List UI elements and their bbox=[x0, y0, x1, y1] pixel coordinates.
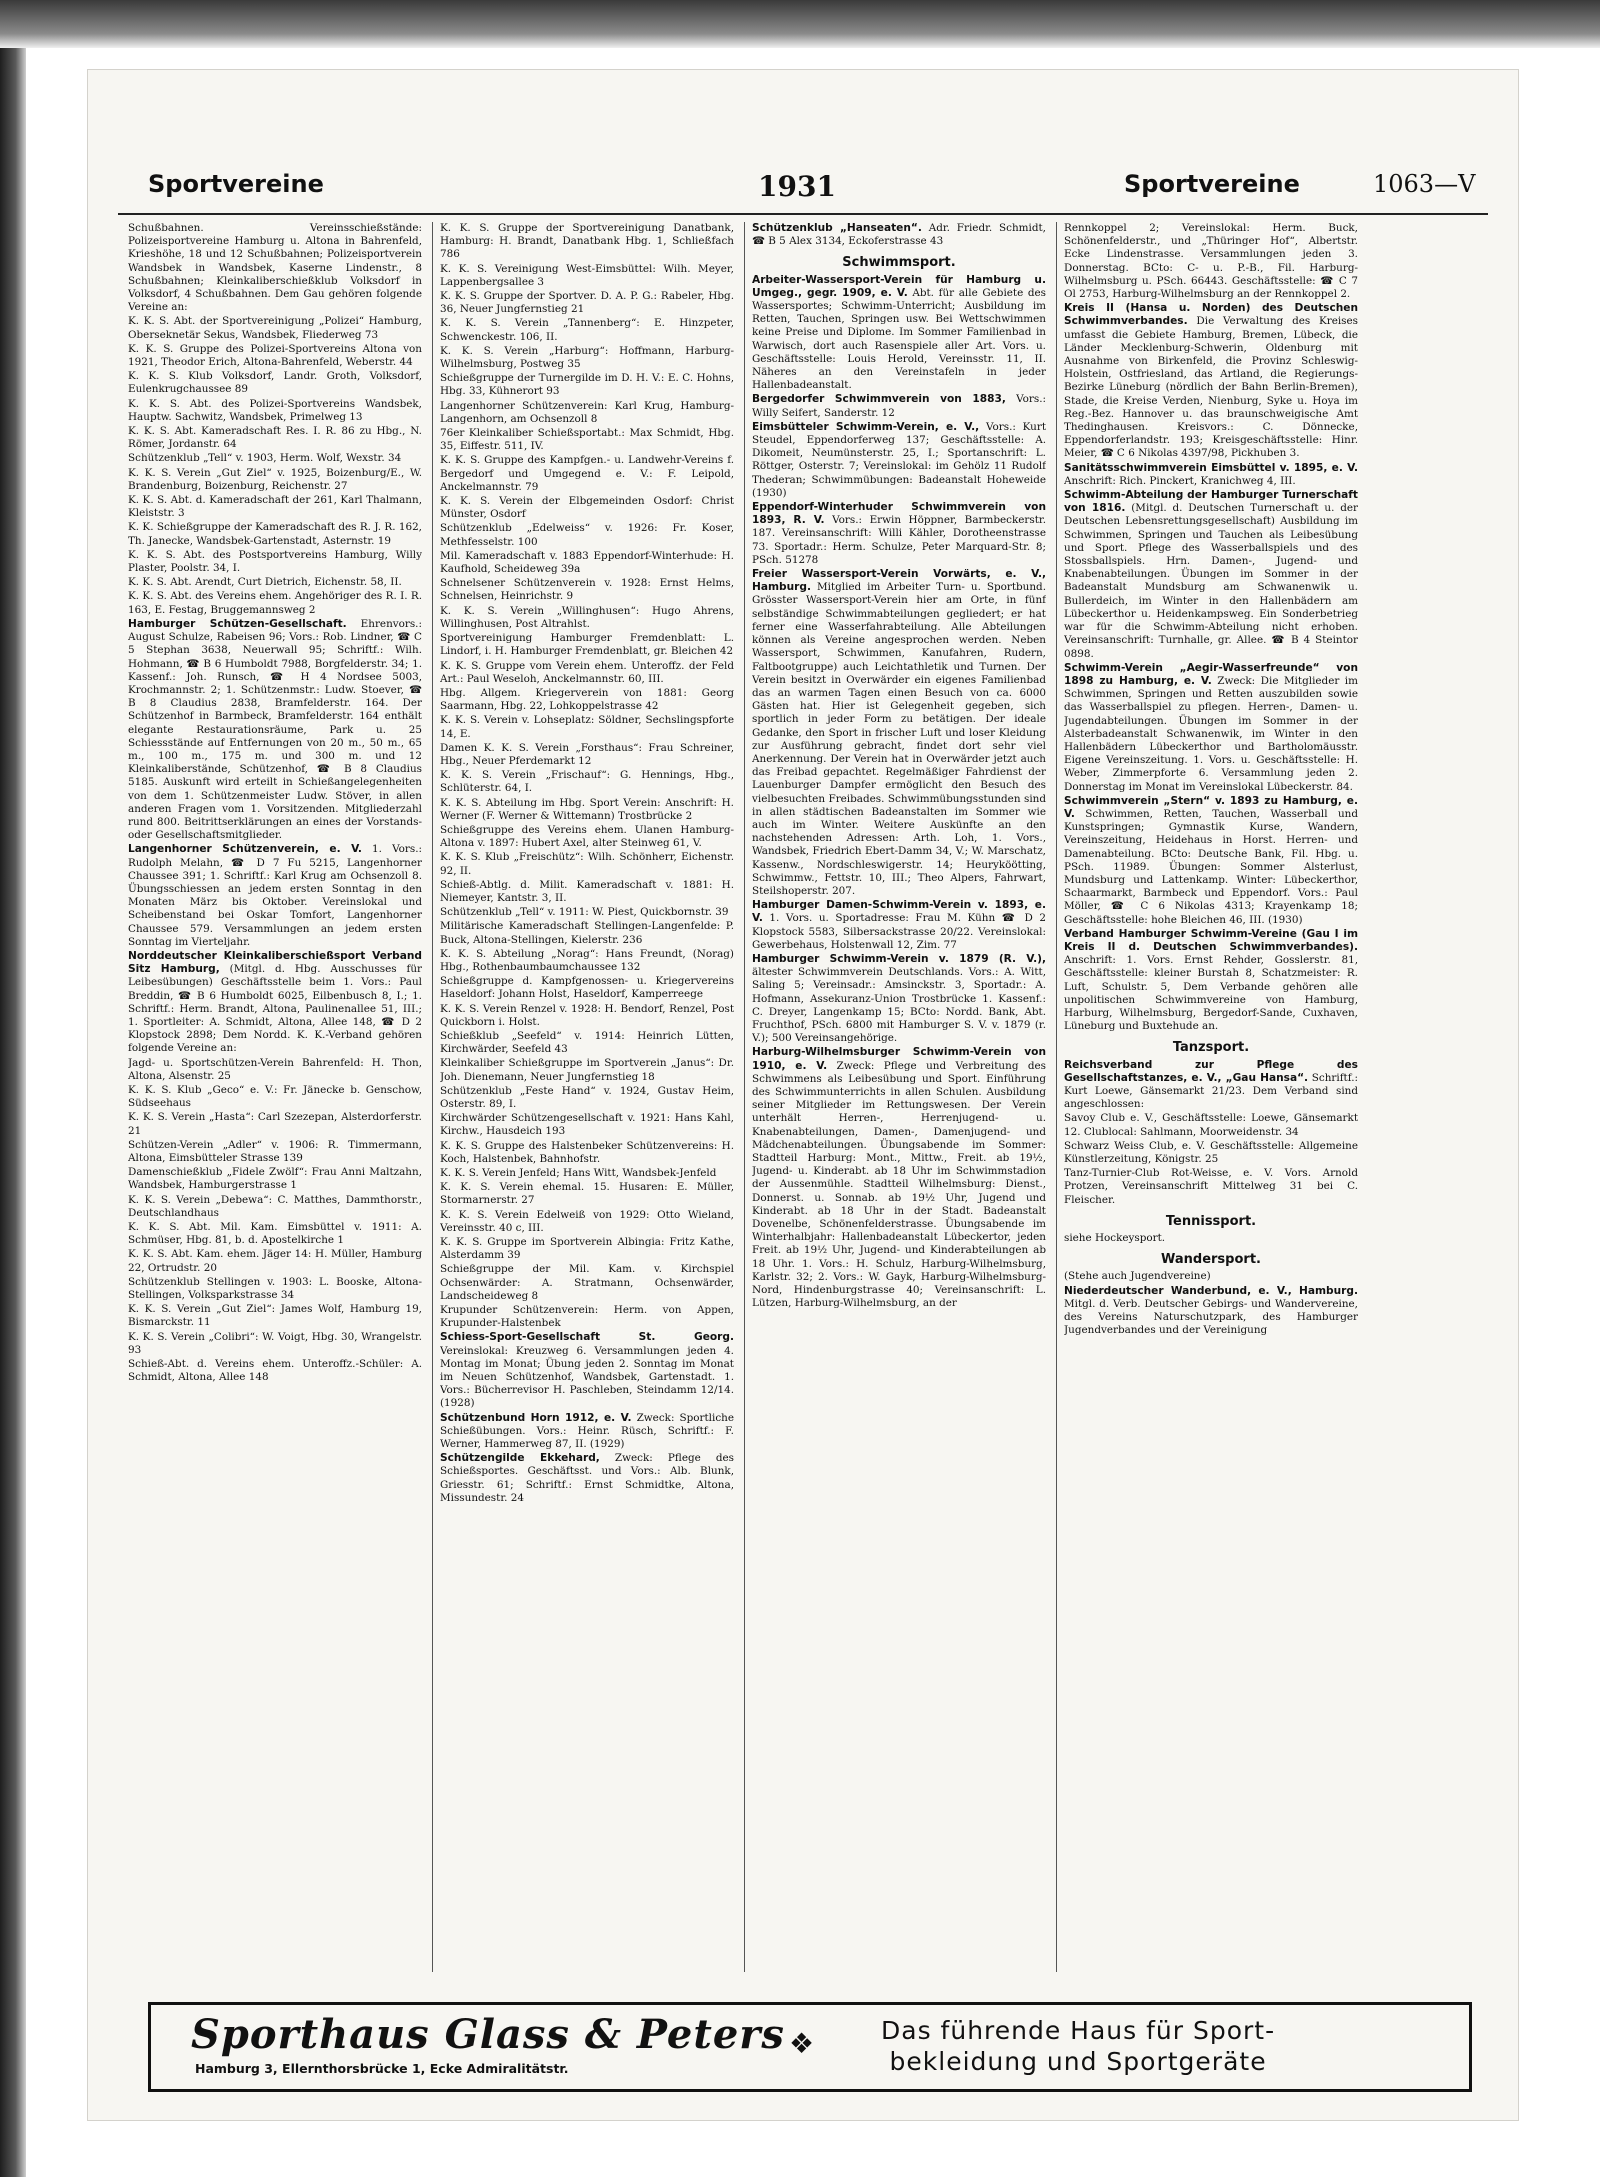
page-header bbox=[118, 170, 1488, 210]
entry-text: K. K. S. Verein „Colibri“: W. Voigt, Hbg. 30, Wrangelstr. 93 bbox=[128, 1330, 422, 1356]
club-entry bbox=[1064, 489, 1358, 661]
club-entry bbox=[128, 521, 422, 547]
entry-text: (Stehe auch Jugendvereine) bbox=[1064, 1270, 1211, 1283]
club-entry bbox=[440, 454, 734, 494]
club-entry bbox=[440, 1452, 734, 1505]
club-entry bbox=[440, 851, 734, 877]
entry-text: K. K. S. Abt. Kameradschaft Res. I. R. 86 zu Hbg., N. Römer, Jordanstr. 64 bbox=[128, 425, 422, 451]
entry-text: Anschrift: Rich. Pinckert, Kranichweg 4, III. bbox=[1064, 474, 1296, 487]
club-entry bbox=[128, 590, 422, 616]
page-number: 1063—V bbox=[1373, 170, 1476, 198]
club-name: Langenhorner Schützenverein, e. V. bbox=[128, 843, 362, 856]
entry-text: Mitgl. d. Verb. Deutscher Gebirgs- und Wandervereine, des Vereins Naturschutzpark, des Hamburger Jugendverbandes und der Vereinigung bbox=[1064, 1297, 1358, 1337]
club-entry bbox=[440, 1140, 734, 1166]
entry-text: Schriftf.: Kurt Loewe, Gänsemarkt 21/23. Dem Verband sind angeschlossen: bbox=[1064, 1071, 1358, 1111]
entry-text: Schwimmen, Retten, Tauchen, Wasserball und Kunstspringen; Gymnastik Kurse, Wandern, Vereinszeitung, Heidehaus in Horst. Herren- und Damenabteilung. BCto: Deutsche Bank, Fil. Hbg. u. PSch. 11989. Übungen: Sommer Alsterlust, Mundsburg und Lattenkamp. Winter: Lübeckerthor, Schaarmarkt, Barmbeck und Eppendorf. Vors.: Paul Möller, ☎ C 6 Nikolas 4313; Krayenkamp 18; Geschäftsstelle: hohe Bleichen 46, III. (1930) bbox=[1064, 807, 1358, 926]
club-entry bbox=[128, 398, 422, 424]
entry-text: Militärische Kameradschaft Stellingen-Langenfelde: P. Buck, Altona-Stellingen, Kielerstr. 236 bbox=[440, 920, 734, 946]
section-heading: Tanzsport. bbox=[1172, 1040, 1250, 1056]
club-entry bbox=[752, 274, 1046, 393]
entry-text: Kirchwärder Schützengesellschaft v. 1921: Hans Kahl, Kirchw., Hausdeich 193 bbox=[440, 1112, 734, 1138]
entry-text: (Mitgl. d. Deutschen Turnerschaft u. der Deutschen Lebensrettungsgesellschaft) Ausbildung im Schwimmen, Springen und Tauchen als Leibesübung und Sport. Pflege des Wasserballspiels und des Stossballspiels. Hrn. Damen-, Jugend- und Knabenabteilungen. Übungen im Sommer in der Badeanstalt Mundsburg am Schwanenwik u. Bullerdeich, im Winter in den Hallenbädern am Lübeckerthor u. Heidenkampsweg. Ein Sonderbetrieg war für die Schwimm-Abteilung nicht erhoben. Vereinsanschrift: Turnhalle, gr. Allee. ☎ B 4 Steintor 0898. bbox=[1064, 502, 1358, 660]
entry-text: K. K. S. Abt. der Sportvereinigung „Polizei“ Hamburg, Oberseknetär Sekus, Wandsbek, Fliederweg 73 bbox=[128, 315, 422, 341]
entry-text: Schußbahnen. Vereinsschießstände: Polizeisportvereine Hamburg u. Altona in Bahrenfeld, Krieshöhe, 18 und 12 Schußbahnen; Polizeisportverein Wandsbek in Wandsbek, Kaserne Lindenstr., 8 Schußbahnen; Kleinkaliberschießklub Volksdorf in Volksdorf, 4 Schußbahnen. Dem Gau gehören folgende Vereine an: bbox=[128, 222, 422, 314]
club-entry bbox=[128, 549, 422, 575]
club-entry bbox=[128, 1166, 422, 1192]
club-entry bbox=[128, 222, 422, 314]
club-entry bbox=[440, 550, 734, 576]
entry-text: Schieß-Abt. d. Vereins ehem. Unteroffz.-Schüler: A. Schmidt, Altona, Allee 148 bbox=[128, 1358, 422, 1384]
club-name: Norddeutscher Kleinkaliberschießsport Verband Sitz Hamburg, bbox=[128, 949, 422, 976]
club-entry bbox=[1064, 1270, 1358, 1283]
entry-text: K. K. S. Verein „Willinghusen“: Hugo Ahrens, Willinghusen, Post Altrahlst. bbox=[440, 604, 734, 630]
club-name: Verband Hamburger Schwimm-Vereine (Gau I im Kreis II d. Deutschen Schwimmverbandes). bbox=[1064, 927, 1358, 953]
club-entry bbox=[128, 843, 422, 949]
club-entry bbox=[440, 714, 734, 740]
club-entry bbox=[440, 975, 734, 1001]
club-entry bbox=[440, 495, 734, 521]
club-entry bbox=[440, 920, 734, 946]
club-entry bbox=[128, 1221, 422, 1247]
entry-text: Schieß-Abtlg. d. Milit. Kameradschaft v. 1881: H. Niemeyer, Kantstr. 3, II. bbox=[440, 878, 734, 904]
entry-text: K. K. S. Verein „Gut Ziel“: James Wolf, Hamburg 19, Bismarckstr. 11 bbox=[128, 1303, 422, 1329]
header-year: 1931 bbox=[758, 170, 836, 203]
entry-text: Schützenklub Stellingen v. 1903: L. Booske, Altona-Stellingen, Volksparkstrasse 34 bbox=[128, 1275, 422, 1302]
club-entry bbox=[440, 1112, 734, 1138]
club-entry bbox=[752, 222, 1046, 248]
entry-text: K. K. S. Abt. des Vereins ehem. Angehöriger des R. I. R. 163, E. Festag, Bruggemannsweg 2 bbox=[128, 590, 422, 616]
club-name: Hamburger Damen-Schwimm-Verein v. 1893, e. V. bbox=[752, 899, 1046, 925]
entry-text: Savoy Club e. V., Geschäftsstelle: Loewe, Gänsemarkt 12. Clublocal: Sahlmann, Moorweidenstr. 34 bbox=[1064, 1112, 1358, 1138]
entry-text: Schießgruppe der Mil. Kam. v. Kirchspiel Ochsenwärder: A. Stratmann, Ochsenwärder, Landscheideweg 8 bbox=[440, 1263, 734, 1302]
club-entry bbox=[440, 522, 734, 548]
entry-text: K. K. S. Klub „Freischütz“: Wilh. Schönherr, Eichenstr. 92, II. bbox=[440, 851, 734, 877]
entry-text: K. K. S. Abteilung im Hbg. Sport Verein: Anschrift: H. Werner (F. Werner & Wittemann) Trostbrücke 2 bbox=[440, 796, 734, 822]
entry-text: ältester Schwimmverein Deutschlands. Vors.: A. Witt, Saling 5; Vereinsadr.: Amsinckstr. 3, Sportadr.: A. Hofmann, Assekuranz-Union Trostbrücke 1. Kassenf.: C. Dreyer, Langenkamp 15; BCto: Nordd. Bank, Abt. Fruchthof, PSch. 6800 mit Hamburger S. V. v. 1879 (r. V.); 500 Vereinsangehörige. bbox=[752, 966, 1046, 1045]
club-name: Schwimmverein „Stern“ v. 1893 zu Hamburg, e. V. bbox=[1064, 794, 1358, 820]
club-entry bbox=[1064, 222, 1358, 301]
club-entry bbox=[1064, 928, 1358, 1034]
club-entry bbox=[128, 315, 422, 341]
entry-text: 76er Kleinkaliber Schießsportabt.: Max Schmidt, Hbg. 35, Eiffestr. 511, IV. bbox=[440, 427, 734, 453]
entry-text: Langenhorner Schützenverein: Karl Krug, Hamburg-Langenhorn, am Ochsenzoll 8 bbox=[440, 399, 734, 425]
club-entry bbox=[1064, 1285, 1358, 1338]
entry-text: Anschrift: 1. Vors. Ernst Rehder, Gosslerstr. 81, Geschäftsstelle: kleiner Burstah 8, Schatzmeister: R. Luft, Schulstr. 5, Dem Verbande gehören alle unpolitischen Schwimmvereine von Hamburg, Harburg, Wilhelmsburg, Bergedorf-Sande, Cuxhaven, Lüneburg und Buxtehude an. bbox=[1064, 954, 1358, 1033]
club-entry bbox=[440, 1412, 734, 1452]
club-entry bbox=[440, 742, 734, 768]
entry-text: Mitglied im Arbeiter Turn- u. Sportbund. Grösster Wassersport-Verein hier am Orte, in fünf selbständige Schwimmabteilungen gegliedert; er hat ferner eine Wasserfahrabteilung. Alle Abteilungen können als Vereine angesprochen werden. Neben Wassersport, Schwimmen, Kanufahren, Rudern, Faltbootgruppe) auch Leichtathletik und Turnen. Der Verein besitzt in Overwärder ein eigenes Familienbad das an warmen Tagen einen Besuch von ca. 6000 Gästen hat. Hier ist Gelegenheit gegeben, sich sportlich in jeder Form zu betätigen. Der ideale Gedanke, den Sport in frischer Luft und loser Kleidung zur Ausführung gebracht, findet dort sehr viel Anerkennung. Der Verein hat in Overwärder jetzt auch das Freibad gepachtet. Regelmäßiger Fahrdienst der Lauenburger Dampfer ermöglicht den Besuch des vielbesuchten Freibades. Schwimmübungsstunden sind in allen städtischen Badeanstalten im Sommer wie auch im Winter. Weitere Auskünfte an den nachstehenden Adressen: Arth. Loh, 1. Vors., Wandsbek, Friedrich Ebert-Damm 34, V.; W. Marschatz, Kassenw., Nordschleswigerstr. 14; Heuryköötting, Schwimmw., Fettstr. 10, III.; Theo Alpers, Fahrwart, Steilshoperstr. 207. bbox=[752, 581, 1046, 897]
club-entry bbox=[440, 1236, 734, 1262]
entry-text: Vors.: Erwin Höppner, Barmbeckerstr. 187. Vereinsanschrift: Willi Kähler, Dorotheenstrasse 73. Sportadr.: Herm. Schulze, Peter Marquard-Str. 8; PSch. 51278 bbox=[752, 514, 1046, 566]
entry-text: K. K. S. Verein der Elbgemeinden Osdorf: Christ Münster, Osdorf bbox=[440, 495, 734, 521]
club-name: Schiess-Sport-Gesellschaft St. Georg. bbox=[440, 1331, 734, 1344]
entry-text: K. K. S. Gruppe des Halstenbeker Schützenvereins: H. Koch, Halstenbek, Bahnhofstr. bbox=[440, 1139, 734, 1165]
entry-text: Vereinslokal: Kreuzweg 6. Versammlungen jeden 4. Montag im Monat; Übung jeden 2. Sonntag im Monat im Neuen Schützenhof, Wandsbek, Gartenstadt. 1. Vors.: Bücherrevisor H. Paschleben, Steindamm 12/14. (1928) bbox=[440, 1344, 734, 1410]
entry-text: K. K. S. Verein „Debewa“: C. Matthes, Dammthorstr., Deutschlandhaus bbox=[128, 1193, 422, 1219]
column-divider bbox=[744, 222, 745, 1972]
entry-text: Zweck: Pflege des Schießsportes. Geschäftsst. und Vors.: Alb. Blunk, Griesstr. 61; Schriftf.: Ernst Schmidtke, Altona, Missundestr. 24 bbox=[440, 1452, 734, 1504]
club-entry bbox=[440, 769, 734, 795]
club-entry bbox=[440, 1304, 734, 1330]
header-right-title: Sportvereine bbox=[1124, 170, 1300, 198]
club-name: Eppendorf-Winterhuder Schwimmverein von 1893, R. V. bbox=[752, 501, 1046, 527]
club-entry bbox=[128, 1303, 422, 1329]
ad-brand: Sporthaus Glass & Peters bbox=[191, 2011, 785, 2058]
entry-text: Damenschießklub „Fidele Zwölf“: Frau Anni Maltzahn, Wandsbek, Hamburgerstrasse 1 bbox=[128, 1166, 422, 1192]
club-entry bbox=[1064, 1167, 1358, 1207]
club-entry bbox=[440, 1085, 734, 1111]
club-name: Reichsverband zur Pflege des Gesellschaftstanzes, e. V., „Gau Hansa“. bbox=[1064, 1058, 1358, 1084]
club-entry bbox=[128, 370, 422, 396]
club-name: Schwimm-Abteilung der Hamburger Turnerschaft von 1816. bbox=[1064, 489, 1358, 515]
text-column-2 bbox=[440, 222, 734, 1962]
club-entry bbox=[440, 687, 734, 713]
entry-text: K. K. S. Abt. d. Kameradschaft der 261, Karl Thalmann, Kleiststr. 3 bbox=[128, 494, 422, 520]
club-entry bbox=[1064, 1059, 1358, 1112]
club-entry bbox=[128, 494, 422, 520]
advertisement-banner bbox=[148, 2002, 1472, 2092]
club-name: Schützengilde Ekkehard, bbox=[440, 1452, 600, 1465]
club-entry bbox=[752, 953, 1046, 1045]
club-entry bbox=[1064, 662, 1358, 794]
entry-text: Zweck: Sportliche Schießübungen. Vors.: Heinr. Rüsch, Schriftf.: F. Werner, Hammerweg 87, II. (1929) bbox=[440, 1411, 734, 1451]
club-entry bbox=[128, 950, 422, 1056]
club-entry bbox=[128, 1276, 422, 1302]
text-column-4 bbox=[1064, 222, 1358, 1962]
club-entry bbox=[128, 1084, 422, 1110]
entry-text: K. K. S. Gruppe vom Verein ehem. Unteroffz. der Feld Art.: Paul Weseloh, Anckelmannstr. 60, III. bbox=[440, 659, 734, 685]
entry-text: 1. Vors. u. Sportadresse: Frau M. Kühn ☎ D 2 Klopstock 5583, Silbersackstrasse 20/22. Vereinslokal: Gewerbehaus, Holstenwall 12, Zim. 77 bbox=[752, 912, 1046, 951]
entry-text: K. K. Schießgruppe der Kameradschaft des R. J. R. 162, Th. Janecke, Wandsbek-Gartenstadt, Asternstr. 19 bbox=[128, 521, 422, 547]
column-divider bbox=[1056, 222, 1057, 1972]
club-name: Sanitätsschwimmverein Eimsbüttel v. 1895, e. V. bbox=[1064, 461, 1358, 474]
entry-text: siehe Hockeysport. bbox=[1064, 1232, 1166, 1245]
entry-text: K. K. S. Verein „Harburg“: Hoffmann, Harburg-Wilhelmsburg, Postweg 35 bbox=[440, 344, 734, 371]
club-entry bbox=[1064, 462, 1358, 488]
entry-text: K. K. S. Verein ehemal. 15. Husaren: E. Müller, Stormarnerstr. 27 bbox=[440, 1181, 734, 1207]
ad-slogan-line-1: Das führende Haus für Sport- bbox=[881, 2016, 1276, 2045]
club-name: Hamburger Schwimm-Verein v. 1879 (R. V.), bbox=[752, 952, 1046, 965]
entry-text: K. K. S. Verein „Tannenberg“: E. Hinzpeter, Schwenckestr. 106, II. bbox=[440, 317, 734, 343]
entry-text: K. K. S. Verein „Hasta“: Carl Szezepan, Alsterdorferstr. 21 bbox=[128, 1111, 422, 1137]
entry-text: Tanz-Turnier-Club Rot-Weisse, e. V. Vors. Arnold Protzen, Vereinsanschrift Mittelweg 31 bei C. Fleischer. bbox=[1064, 1167, 1358, 1206]
header-left-title: Sportvereine bbox=[148, 170, 324, 198]
entry-text: 1. Vors.: Rudolph Melahn, ☎ D 7 Fu 5215, Langenhorner Chaussee 391; 1. Schriftf.: Karl Krug am Ochsenzoll 8. Übungsschiessen an jedem ersten Sonntag in den Monaten März bis Oktober. Vereinslokal und Scheibenstand bei Oskar Tomfort, Langenhorner Chaussee 579. Versammlungen an jedem ersten Sonntag im Vierteljahr. bbox=[128, 843, 422, 948]
club-entry bbox=[440, 948, 734, 974]
club-entry bbox=[440, 1209, 734, 1235]
text-column-1 bbox=[128, 222, 422, 1962]
entry-text: K. K. S. Verein Edelweiß von 1929: Otto Wieland, Vereinsstr. 40 c, III. bbox=[440, 1208, 734, 1234]
club-name: Schützenbund Horn 1912, e. V. bbox=[440, 1411, 632, 1424]
entry-text: Schützen-Verein „Adler“ v. 1906: R. Timmermann, Altona, Eimsbütteler Strasse 139 bbox=[128, 1138, 422, 1165]
ornament-icon: ❖ bbox=[789, 2027, 815, 2060]
entry-text: Damen K. K. S. Verein „Forsthaus“: Frau Schreiner, Hbg., Neuer Pferdemarkt 12 bbox=[440, 741, 734, 767]
club-entry bbox=[128, 1331, 422, 1357]
club-entry bbox=[1064, 1232, 1358, 1245]
club-entry bbox=[1064, 1140, 1358, 1166]
entry-text: Schießgruppe d. Kampfgenossen- u. Kriegervereins Haseldorf: Johann Holst, Haseldorf, Kamperreege bbox=[440, 975, 734, 1001]
club-entry bbox=[440, 1003, 734, 1029]
club-entry bbox=[752, 393, 1046, 419]
club-entry bbox=[128, 1111, 422, 1137]
entry-text: Die Verwaltung des Kreises umfasst die Gebiete Hamburg, Bremen, Lübeck, die Länder Mecklenburg-Schwerin, Oldenburg mit Ausnahme von Birkenfeld, die Provinz Schleswig-Holstein, Ostfriesland, das Artland, die Regierungs-Bezirke Lüneburg (nördlich der Bahn Berlin-Bremen), Stade, die Kreise Verden, Nienburg, Syke u. Hoya im Reg.-Bez. Hannover u. das braunschweigische Amt Thedinghausen. Kreisvors.: C. Dönnecke, Eppendorferlandstr. 193; Kreisgeschäftsstelle: Hinr. Meier, ☎ C 6 Nikolas 4397/98, Pickhuben 3. bbox=[1064, 315, 1358, 460]
club-entry bbox=[128, 1248, 422, 1274]
entry-text: Jagd- u. Sportschützen-Verein Bahrenfeld: H. Thon, Altona, Alsenstr. 25 bbox=[128, 1056, 422, 1082]
club-entry bbox=[440, 427, 734, 453]
section-heading: Wandersport. bbox=[1161, 1252, 1261, 1268]
entry-text: K. K. S. Verein Renzel v. 1928: H. Bendorf, Renzel, Post Quickborn i. Holst. bbox=[440, 1002, 734, 1028]
club-entry bbox=[128, 1358, 422, 1384]
entry-text: Schnelsener Schützenverein v. 1928: Ernst Helms, Schnelsen, Heinrichstr. 9 bbox=[440, 577, 734, 603]
entry-text: K. K. S. Abt. Arendt, Curt Dietrich, Eichenstr. 58, II. bbox=[128, 576, 402, 589]
entry-text: Schützenklub „Tell“ v. 1903, Herm. Wolf, Wexstr. 34 bbox=[128, 452, 402, 465]
entry-text: K. K. S. Verein „Frischauf“: G. Hennings, Hbg., Schlüterstr. 64, I. bbox=[440, 769, 734, 795]
entry-text: K. K. S. Gruppe der Sportver. D. A. P. G.: Rabeler, Hbg. 36, Neuer Jungfernstieg 21 bbox=[440, 290, 734, 316]
ad-address: Hamburg 3, Ellernthorsbrücke 1, Ecke Admiralitätstr. bbox=[195, 2061, 569, 2076]
entry-text: Vors.: Willy Seifert, Sanderstr. 12 bbox=[752, 393, 1046, 419]
club-entry bbox=[440, 1030, 734, 1056]
club-name: Freier Wassersport-Verein Vorwärts, e. V., Hamburg. bbox=[752, 568, 1046, 594]
club-name: Arbeiter-Wassersport-Verein für Hamburg u. Umgeg., gegr. 1909, e. V. bbox=[752, 273, 1046, 299]
club-entry bbox=[440, 879, 734, 905]
entry-text: Schießklub „Seefeld“ v. 1914: Heinrich Lütten, Kirchwärder, Seefeld 43 bbox=[440, 1029, 734, 1056]
club-entry bbox=[440, 824, 734, 850]
club-name: Hamburger Schützen-Gesellschaft. bbox=[128, 617, 347, 630]
section-heading: Tennissport. bbox=[1165, 1213, 1257, 1229]
entry-text: K. K. S. Gruppe des Kampfgen.- u. Landwehr-Vereins f. Bergedorf und Umgegend e. V.: F. Leipold, Anckelmannstr. 79 bbox=[440, 454, 734, 493]
club-entry bbox=[1064, 795, 1358, 927]
club-entry bbox=[752, 899, 1046, 952]
club-entry bbox=[128, 576, 422, 589]
club-entry bbox=[440, 290, 734, 316]
entry-text: K. K. S. Vereinigung West-Eimsbüttel: Wilh. Meyer, Lappenbergsallee 3 bbox=[440, 262, 734, 288]
club-entry bbox=[440, 1263, 734, 1303]
ad-slogan bbox=[881, 2015, 1275, 2077]
entry-text: K. K. S. Gruppe im Sportverein Albingia: Fritz Kathe, Alsterdamm 39 bbox=[440, 1236, 734, 1262]
entry-text: Rennkoppel 2; Vereinslokal: Herm. Buck, Schönenfelderstr., und „Thüringer Hof“, Albertstr. Ecke Lindenstrasse. Versammlungen jeden 3. Donnerstag. BCto: C- u. P.-B., Fil. Harburg-Wilhelmsburg u. PSch. 66443. Geschäftsstelle: ☎ C 7 Ol 2753, Harburg-Wilhelmsburg an der Rennkoppel 2. bbox=[1064, 222, 1358, 301]
entry-text: (Mitgl. d. Hbg. Ausschusses für Leibesübungen) Geschäftsstelle beim 1. Vors.: Paul Breddin, ☎ B 6 Humboldt 6025, Eilbenbusch 8, I.; 1. Schriftf.: Herm. Brandt, Altona, Paulinenallee 51, III.; 1. Sportleiter: A. Schmidt, Altona, Allee 148, ☎ D 2 Klopstock 2898; Dem Nordd. K. K.-Verband gehören folgende Vereine an: bbox=[128, 963, 422, 1055]
club-entry bbox=[128, 425, 422, 451]
club-entry bbox=[440, 1181, 734, 1207]
entry-text: K. K. S. Gruppe des Polizei-Sportvereins Altona von 1921, Theodor Erich, Altona-Bahrenfeld, Weberstr. 44 bbox=[128, 342, 422, 369]
club-entry bbox=[440, 660, 734, 686]
club-entry bbox=[440, 797, 734, 823]
entry-text: Schützenklub „Edelweiss“ v. 1926: Fr. Koser, Methfesselstr. 100 bbox=[440, 522, 734, 548]
entry-text: K. K. S. Abt. des Polizei-Sportvereins Wandsbek, Hauptw. Sachwitz, Wandsbek, Primelweg 13 bbox=[128, 397, 422, 423]
club-entry bbox=[752, 501, 1046, 567]
club-entry bbox=[440, 372, 734, 398]
club-entry bbox=[440, 605, 734, 631]
column-divider bbox=[432, 222, 433, 1972]
entry-text: Adr. Friedr. Schmidt, ☎ B 5 Alex 3134, Eckoferstrasse 43 bbox=[752, 222, 1046, 248]
club-name: Harburg-Wilhelmsburger Schwimm-Verein von 1910, e. V. bbox=[752, 1046, 1046, 1072]
club-entry bbox=[440, 577, 734, 603]
club-entry bbox=[128, 467, 422, 493]
club-entry bbox=[128, 618, 422, 842]
club-entry bbox=[440, 632, 734, 658]
club-name: Kreis II (Hansa u. Norden) des Deutschen Schwimmverbandes. bbox=[1064, 302, 1358, 328]
entry-text: Schützenklub „Tell“ v. 1911: W. Piest, Quickbornstr. 39 bbox=[440, 906, 729, 919]
club-entry bbox=[440, 1057, 734, 1083]
text-column-3 bbox=[752, 222, 1046, 1962]
entry-text: K. K. S. Verein Jenfeld; Hans Witt, Wandsbek-Jenfeld bbox=[440, 1167, 717, 1180]
entry-text: K. K. S. Abteilung „Norag“: Hans Freundt, (Norag) Hbg., Rothenbaumbaumchaussee 132 bbox=[440, 947, 734, 973]
club-name: Bergedorfer Schwimmverein von 1883, bbox=[752, 393, 1006, 406]
entry-text: Zweck: Pflege und Verbreitung des Schwimmens als Leibesübung und Sport. Einführung des Schwimmunterrichts in allen Schulen. Ausbildung seiner Mitglieder im Rettungswesen. Der Verein unterhält Herren-, Herrenjugend- u. Knabenabteilungen, Damen-, Damenjugend- und Mädchenabteilungen. Übungsabende im Sommer: Stadtteil Harburg: Mont., Mittw., Freit. ab 19½, Jugend- u. Kinderabt. ab 18 Uhr im Schwimmstadion der Aussenmühle. Stadtteil Wilhelmsburg: Dienst., Donnerst. u. Sonnab. ab 19½ Uhr, Jugend und Kinderabt. ab 18 Uhr in der Stadt. Badeanstalt Dovenelbe, Schönenfelderstrasse. Übungsabende im Winterhalbjahr: Hallenbadeanstalt Lübeckertor, jeden Freit. ab 19½ Uhr, Jugend- und Kinderabteilungen ab 18 Uhr. 1. Vors.: H. Schulz, Harburg-Wilhelmsburg, Karlstr. 32; 2. Vors.: W. Gayk, Harburg-Wilhelmsburg-Nord, Hindenburgstrasse 40; Vereinsanschrift: L. Lützen, Harburg-Wilhelmsburg, an der bbox=[752, 1059, 1046, 1310]
club-entry bbox=[440, 317, 734, 343]
scan-top-shadow bbox=[0, 0, 1600, 48]
entry-text: Schützenklub „Feste Hand“ v. 1924, Gustav Heim, Osterstr. 89, I. bbox=[440, 1084, 734, 1110]
entry-text: K. K. S. Abt. Mil. Kam. Eimsbüttel v. 1911: A. Schmüser, Hbg. 81, b. d. Apostelkirche 1 bbox=[128, 1221, 422, 1247]
club-name: Eimsbütteler Schwimm-Verein, e. V., bbox=[752, 420, 980, 433]
club-entry bbox=[440, 1331, 734, 1410]
club-name: Schützenklub „Hanseaten“. bbox=[752, 222, 922, 234]
club-entry bbox=[440, 222, 734, 262]
entry-text: Abt. für alle Gebiete des Wassersportes; Schwimm-Unterricht; Ausbildung im Retten, Tauchen, Springen usw. Bei Wettschwimmen keine Preise und Diplome. Im Sommer Familienbad in Warwisch, dort auch Rasenspiele aller Art. Vors. u. Geschäftsstelle: Louis Herold, Vereinsstr. 11, II. Näheres an den Vereinstafeln in jeder Hallenbadeanstalt. bbox=[752, 286, 1046, 392]
club-entry bbox=[128, 343, 422, 369]
entry-text: Schießgruppe der Turnergilde im D. H. V.: E. C. Hohns, Hbg. 33, Kühnerort 93 bbox=[440, 372, 734, 398]
club-entry bbox=[752, 421, 1046, 500]
scan-edge-shadow bbox=[0, 0, 26, 2177]
entry-text: Schwarz Weiss Club, e. V. Geschäftsstelle: Allgemeine Künstlerzeitung, Königstr. 25 bbox=[1064, 1139, 1358, 1166]
club-entry bbox=[440, 906, 734, 919]
entry-text: K. K. S. Verein v. Lohseplatz: Söldner, Sechslingspforte 14, E. bbox=[440, 714, 734, 740]
club-entry bbox=[128, 1139, 422, 1165]
club-entry bbox=[440, 345, 734, 371]
club-entry bbox=[440, 263, 734, 289]
club-entry bbox=[440, 400, 734, 426]
section-heading: Schwimmsport. bbox=[842, 255, 956, 271]
club-entry bbox=[1064, 302, 1358, 460]
ad-slogan-line-2: bekleidung und Sportgeräte bbox=[889, 2047, 1267, 2076]
entry-text: K. K. S. Abt. des Postsportvereins Hamburg, Willy Plaster, Poolstr. 34, I. bbox=[128, 548, 422, 575]
entry-text: Schießgruppe des Vereins ehem. Ulanen Hamburg-Altona v. 1897: Hubert Axel, alter Steinweg 61, V. bbox=[440, 823, 734, 850]
entry-text: Sportvereinigung Hamburger Fremdenblatt: L. Lindorf, i. H. Hamburger Fremdenblatt, gr. Bleichen 42 bbox=[440, 632, 734, 658]
club-name: Schwimm-Verein „Aegir-Wasserfreunde“ von 1898 zu Hamburg, e. V. bbox=[1064, 661, 1358, 687]
entry-text: Vors.: Kurt Steudel, Eppendorferweg 137; Geschäftsstelle: A. Dikomeit, Neumünsterstr. 25, I.; Sportanschrift: L. Röttger, Osterstr. 7; Vereinslokal: im Gehölz 11 Rudolf Thederan; Schwimmübungen: Badeanstalt Hoheweide (1930) bbox=[752, 420, 1046, 499]
club-entry bbox=[1064, 1112, 1358, 1138]
club-entry bbox=[128, 1057, 422, 1083]
document-page bbox=[88, 70, 1518, 2120]
club-entry bbox=[128, 1194, 422, 1220]
entry-text: Ehrenvors.: August Schulze, Rabeisen 96; Vors.: Rob. Lindner, ☎ C 5 Stephan 3638, Neuerwall 95; Schriftf.: Wilh. Hohmann, ☎ B 6 Humboldt 7988, Borgfelderstr. 34; 1. Kassenf.: Joh. Runsch, ☎ H 4 Nordsee 5003, Krochmannstr. 2; 1. Schützenmstr.: Ludw. Stoever, ☎ B 8 Claudius 2838, Bramfelderstr. 164. Der Schützenhof in Barmbeck, Bramfelderstr. 164 enthält elegante Restaurationsräume, Park u. 25 Schiessstände auf Entfernungen von 20 m., 50 m., 65 m., 100 m., 175 m. und 300 m. und 12 Kleinkaliberstände, Schützenhof, ☎ B 8 Claudius 5185. Auskunft wird erteilt in Schießangelegenheiten von dem 1. Schützenmeister Ludw. Stöver, in allen anderen Fragen vom 1. Vorsitzenden. Mitgliederzahl rund 800. Beitrittserklärungen an eines der Vorstands- oder Gesellschaftsmitglieder. bbox=[128, 617, 422, 842]
header-rule bbox=[118, 213, 1488, 215]
entry-text: K. K. S. Gruppe der Sportvereinigung Danatbank, Hamburg: H. Brandt, Danatbank Hbg. 1, Schließfach 786 bbox=[440, 222, 734, 261]
entry-text: Kleinkaliber Schießgruppe im Sportverein „Janus“: Dr. Joh. Dienemann, Neuer Jungfernstieg 18 bbox=[440, 1057, 734, 1083]
entry-text: Hbg. Allgem. Kriegerverein von 1881: Georg Saarmann, Hbg. 22, Lohkoppelstrasse 42 bbox=[440, 686, 734, 713]
entry-text: K. K. S. Klub „Geco“ e. V.: Fr. Jänecke b. Genschow, Südseehaus bbox=[128, 1084, 422, 1110]
entry-text: K. K. S. Abt. Kam. ehem. Jäger 14: H. Müller, Hamburg 22, Ortrudstr. 20 bbox=[128, 1248, 422, 1274]
club-entry bbox=[128, 452, 422, 465]
club-name: Niederdeutscher Wanderbund, e. V., Hamburg. bbox=[1064, 1284, 1358, 1297]
club-entry bbox=[440, 1167, 734, 1180]
entry-text: K. K. S. Verein „Gut Ziel“ v. 1925, Boizenburg/E., W. Brandenburg, Boizenburg, Reichenstr. 27 bbox=[128, 466, 422, 492]
entry-text: Zweck: Die Mitglieder im Schwimmen, Springen und Retten auszubilden sowie das Wasserballspiel zu pflegen. Herren-, Damen- u. Jugendabteilungen. Übungen im Sommer in der Alsterbadeanstalt Schwanenwik, im Winter in den Hallenbädern Lübeckerthor und Bartholomäusstr. Eigene Vereinszeitung. 1. Vors. u. Geschäftsstelle: H. Weber, Zimmerpforte 6. Versammlung jeden 2. Donnerstag im Monat im Vereinslokal Lübeckerstr. 84. bbox=[1064, 674, 1358, 793]
entry-text: Krupunder Schützenverein: Herm. von Appen, Krupunder-Halstenbek bbox=[440, 1304, 734, 1330]
entry-text: Mil. Kameradschaft v. 1883 Eppendorf-Winterhude: H. Kaufhold, Scheideweg 39a bbox=[440, 549, 734, 576]
club-entry bbox=[752, 1046, 1046, 1310]
club-entry bbox=[752, 568, 1046, 898]
entry-text: K. K. S. Klub Volksdorf, Landr. Groth, Volksdorf, Eulenkrugchaussee 89 bbox=[128, 370, 422, 396]
